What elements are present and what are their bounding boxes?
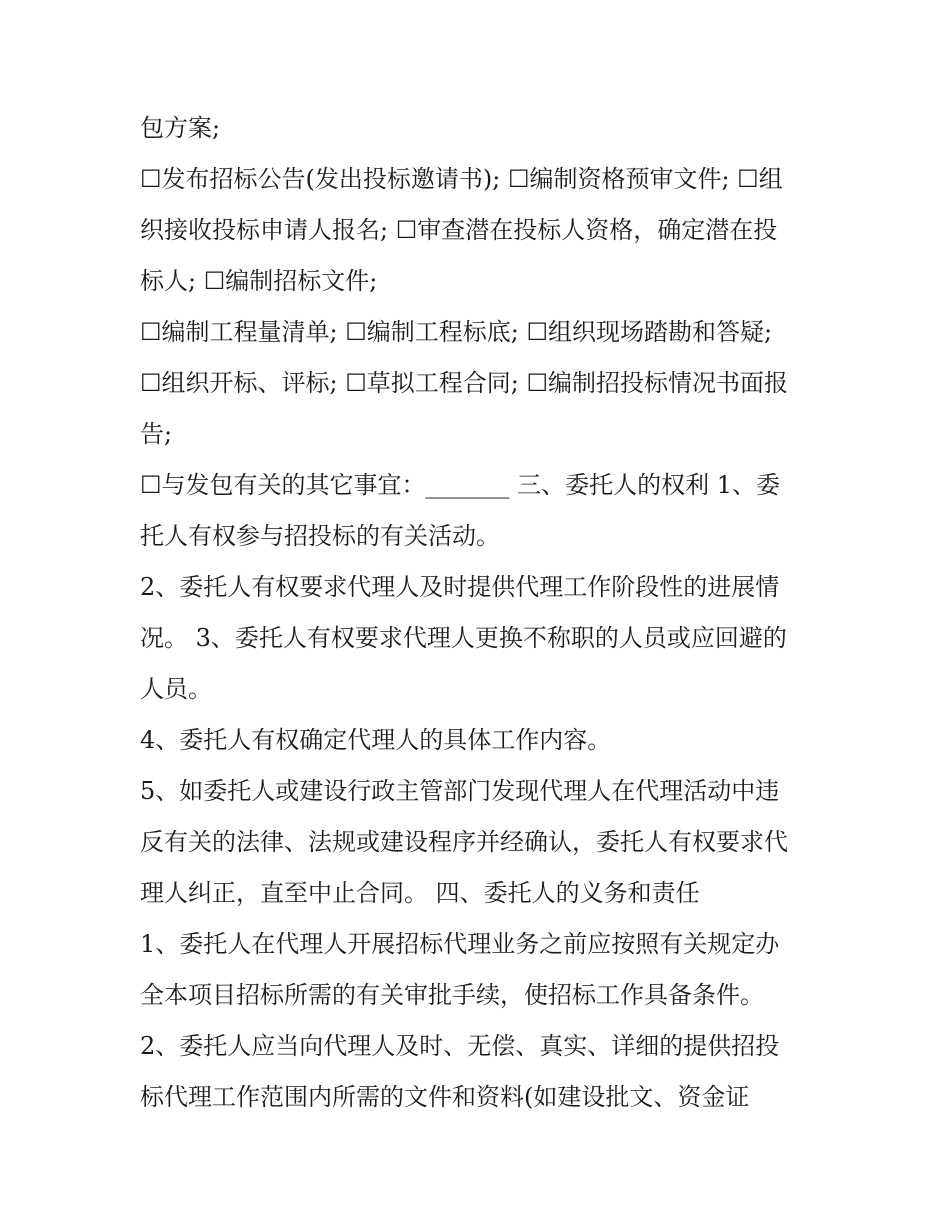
- text-line: 托人有权参与招投标的有关活动。: [140, 522, 500, 550]
- text-line: 包方案;: [140, 114, 221, 142]
- text-line: 2、委托人有权要求代理人及时提供代理工作阶段性的进展情: [140, 573, 780, 601]
- text-line: 1、委托人在代理人开展招标代理业务之前应按照有关规定办: [140, 930, 780, 958]
- text-line: ☐编制工程量清单; ☐编制工程标底; ☐组织现场踏勘和答疑;: [140, 318, 773, 346]
- text-line: 人员。: [140, 675, 212, 703]
- text-line: 标代理工作范围内所需的文件和资料(如建设批文、资金证: [140, 1083, 750, 1111]
- document-body: [140, 103, 820, 1123]
- text-line: ☐组织开标、评标; ☐草拟工程合同; ☐编制招投标情况书面报: [140, 369, 788, 397]
- text-line: ☐与发包有关的其它事宜：_______ 三、委托人的权利 1、委: [140, 471, 781, 499]
- text-line: 反有关的法律、法规或建设程序并经确认，委托人有权要求代: [140, 828, 788, 856]
- text-line: 2、委托人应当向代理人及时、无偿、真实、详细的提供招投: [140, 1032, 780, 1060]
- text-line: 4、委托人有权确定代理人的具体工作内容。: [140, 726, 612, 754]
- text-line: 标人; ☐编制招标文件;: [140, 267, 378, 295]
- text-line: 况。 3、委托人有权要求代理人更换不称职的人员或应回避的: [140, 624, 787, 652]
- text-line: 告;: [140, 420, 173, 448]
- text-line: 理人纠正，直至中止合同。 四、委托人的义务和责任: [140, 879, 700, 907]
- text-line: 全本项目招标所需的有关审批手续，使招标工作具备条件。: [140, 981, 764, 1009]
- text-line: ☐发布招标公告(发出投标邀请书); ☐编制资格预审文件; ☐组: [140, 165, 783, 193]
- text-line: 织接收投标申请人报名; ☐审查潜在投标人资格，确定潜在投: [140, 216, 778, 244]
- text-line: 5、如委托人或建设行政主管部门发现代理人在代理活动中违: [140, 777, 780, 805]
